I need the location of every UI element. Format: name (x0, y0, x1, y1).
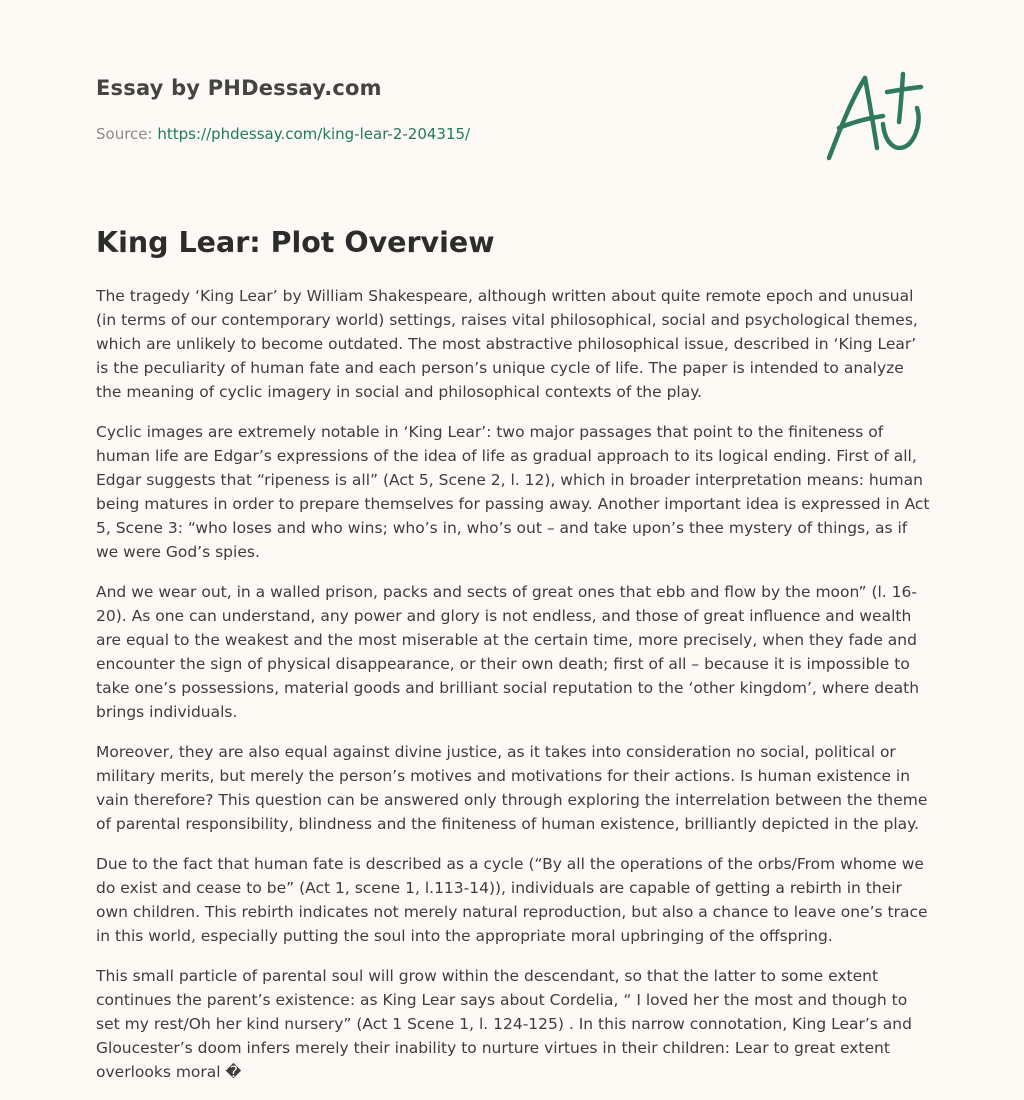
source-line (96, 125, 470, 143)
brand-title: Essay by PHDessay.com (96, 76, 382, 100)
paragraph: Due to the fact that human fate is described as a cycle (“By all the operations of the orbs/From whome we do exist and cease to be” (Act 1, scene 1, l.113-14)), individuals are capable of getting a rebirth in their own children. This rebirth indicates not merely natural reproduction, but also a chance to leave one’s trace in this world, especially putting the soul into the appropriate moral upbringing of the offspring. (96, 855, 928, 945)
paragraph: The tragedy ‘King Lear’ by William Shakespeare, although written about quite remote epoch and unusual (in terms of our contemporary world) settings, raises vital philosophical, social and psychological themes, which are unlikely to become outdated. The most abstractive philosophical issue, described in ‘King Lear’ is the peculiarity of human fate and each person’s unique cycle of life. The paper is intended to analyze the meaning of cyclic imagery in social and philosophical contexts of the play. (96, 287, 918, 401)
paragraph: And we wear out, in a walled prison, packs and sects of great ones that ebb and flow by the moon” (l. 16-20). As one can understand, any power and glory is not endless, and those of great influence and wealth are equal to the weakest and the most miserable at the certain time, more precisely, when they fade and encounter the sign of physical disappearance, or their own death; first of all – because it is impossible to take one’s possessions, material goods and brilliant social reputation to the ‘other kingdom’, where death brings individuals. (96, 583, 920, 721)
paragraph: Cyclic images are extremely notable in ‘King Lear’: two major passages that point to the finiteness of human life are Edgar’s expressions of the idea of life as gradual approach to its logical ending. First of all, Edgar suggests that “ripeness is all” (Act 5, Scene 2, l. 12), which in broader interpretation means: human being matures in order to prepare themselves for passing away. Another important idea is expressed in Act 5, Scene 3: “who loses and who wins; who’s in, who’s out – and take upon’s thee mystery of things, as if we were God’s spies. (96, 423, 930, 561)
paragraph: This small particle of parental soul will grow within the descendant, so that the latter to some extent continues the parent’s existence: as King Lear says about Cordelia, “ I loved her the most and though to set my rest/Oh her kind nursery” (Act 1 Scene 1, l. 124-125) . In this narrow connotation, King Lear’s and Gloucester’s doom infers merely their inability to nurture virtues in their children: Lear to great extent overlooks moral � (96, 967, 912, 1081)
a-plus-logo-icon (825, 70, 925, 162)
source-label: Source: (96, 125, 153, 143)
paragraph: Moreover, they are also equal against divine justice, as it takes into consideration no social, political or military merits, but merely the person’s motives and motivations for their actions. Is human existence in vain therefore? This question can be answered only through exploring the interrelation between the theme of parental responsibility, blindness and the finiteness of human existence, brilliantly depicted in the play. (96, 743, 928, 833)
essay-body (96, 284, 930, 1100)
page-title: King Lear: Plot Overview (96, 226, 495, 259)
source-link[interactable]: https://phdessay.com/king-lear-2-204315/ (157, 125, 471, 143)
